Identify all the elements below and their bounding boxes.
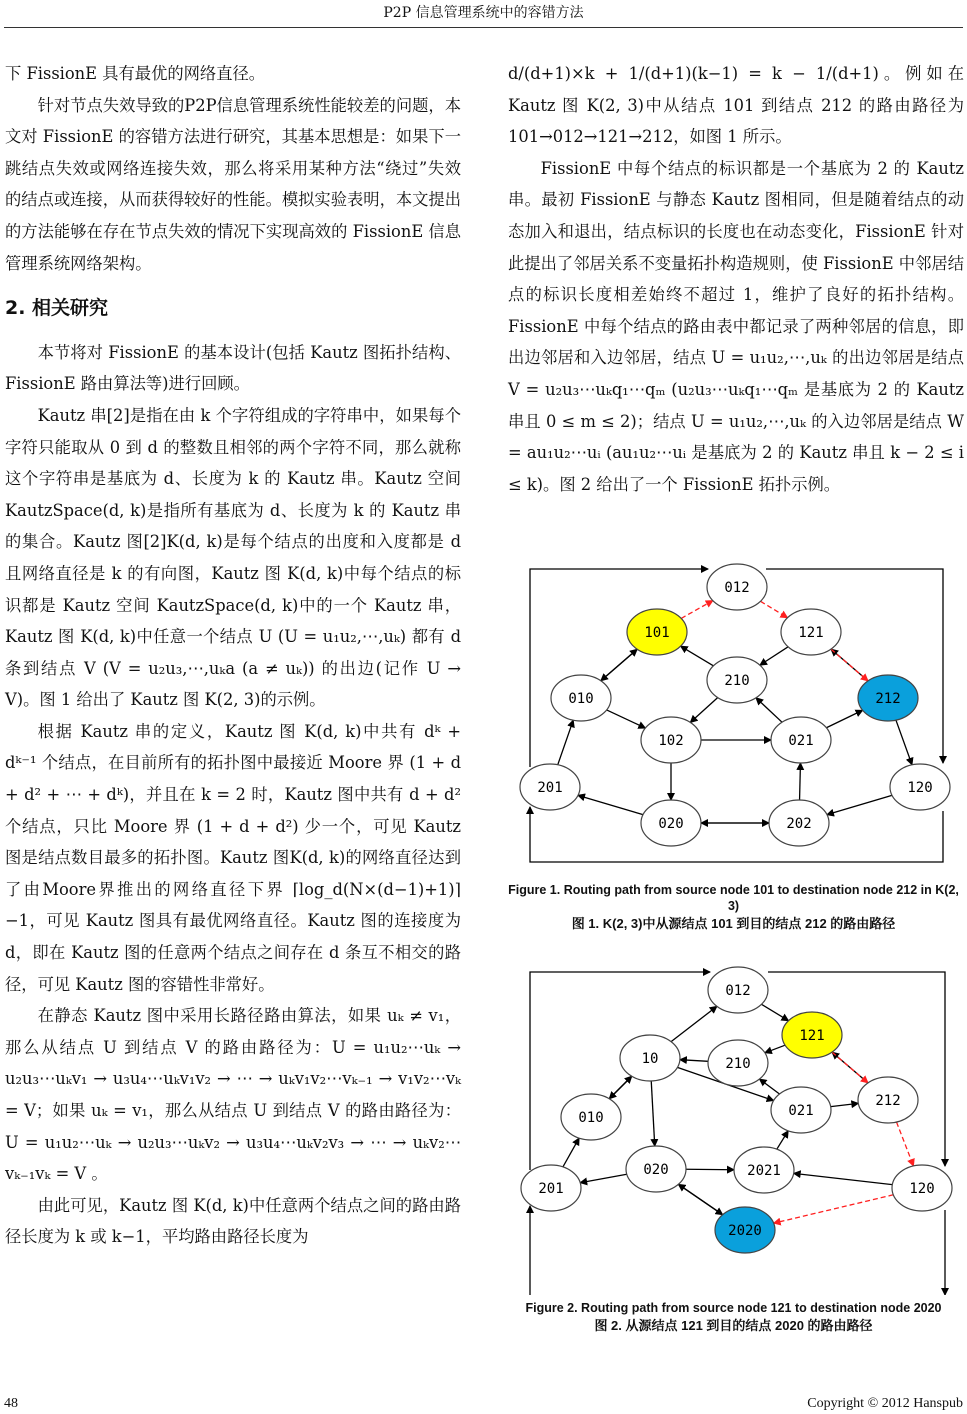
graph-edge [768, 972, 945, 1166]
paragraph: 在静态 Kautz 图中采用长路径路由算法，如果 uₖ ≠ v₁，那么从结点 U 到结点 V 的路由路径为：U = u₁u₂⋯uₖ → u₂u₃⋯uₖv₁ → u₃u₄⋯uₖv₁v₂ → ⋯ → uₖv₁v₂⋯vₖ₋₁ → v₁v₂⋯vₖ = V；如果 uₖ = v₁，那么从结点 U 到结点 V 的路由路径为：U = u₁u₂⋯uₖ → u₂u₃⋯uₖv₂ → u₃u₄⋯uₖv₂v₃ → ⋯ → uₖv₂⋯vₖ₋₁vₖ = V 。 [5, 1006, 461, 1184]
graph-edge [671, 1006, 717, 1041]
graph-edge [609, 1076, 631, 1098]
graph-edge [680, 1060, 708, 1062]
graph-edge [762, 1004, 789, 1020]
node-label: 201 [537, 780, 563, 796]
node-label: 2021 [747, 1163, 781, 1179]
routing-path-edge [897, 1122, 914, 1166]
routing-path-edge [681, 601, 713, 619]
node-label: 202 [786, 816, 812, 832]
node-label: 010 [578, 1110, 604, 1126]
paragraph: 下 FissionE 具有最优的网络直径。 [5, 64, 266, 83]
graph-edge [760, 647, 788, 665]
paragraph: Kautz 串[2]是指在由 k 个字符组成的字符串中，如果每个字符只能取从 0 到 d 的整数且相邻的两个字符不同，那么就称这个字符串是基底为 d、长度为 k 的 Kautz 串。Kautz 空间 KautzSpace(d, k)是指所有基底为 d、长度为 k 的 Kautz 串的集合。Kautz 图[2]K(d, k)是每个结点的出度和入度都是 d 且网络直径是 k 的有向图，Kautz 图 K(d, k)中每个结点的标识都是 Kautz 空间 KautzSpace(d, k)中的一个 Kautz 串，Kautz 图 K(d, k)中任意一个结点 U (U = u₁u₂,⋯,uₖ) 都有 d 条到结点 V (V = u₂u₃,⋯,uₖa (a ≠ uₖ)) 的出边(记作 U → V)。图 1 给出了 Kautz 图 K(2, 3)的示例。 [5, 405, 461, 710]
graph-node [707, 657, 767, 703]
node-label: 121 [798, 625, 824, 641]
graph-edge [831, 1103, 859, 1106]
graph-edge [826, 710, 862, 727]
graph-node [715, 1207, 775, 1253]
graph-edge [765, 1045, 785, 1053]
copyright: Copyright © 2012 Hanspub [807, 1396, 963, 1411]
node-label: 012 [724, 580, 750, 596]
graph-node [771, 1087, 831, 1133]
node-label: 012 [725, 983, 751, 999]
graph-edge [607, 710, 646, 728]
graph-node [627, 609, 687, 655]
graph-node [771, 717, 831, 763]
node-label: 201 [538, 1181, 564, 1197]
graph-node [620, 1035, 680, 1081]
node-label: 120 [907, 780, 933, 796]
graph-edge [756, 698, 782, 722]
node-label: 102 [658, 733, 684, 749]
paragraph: 根据 Kautz 串的定义，Kautz 图 K(d, k)中共有 dᵏ + dᵏ⁻¹ 个结点，在目前所有的拓扑图中最接近 Moore 界 (1 + d + d² + ⋯ + dᵏ)，并且在 k = 2 时，Kautz 图中共有 d + d² 个结点，只比 Moore 界 (1 + d + d²) 少一个，可见 Kautz 图是结点数目最多的拓扑图。Kautz 图K(d, k)的网络直径达到了由Moore界推出的网络直径下界 ⌈log_d(N×(d−1)+1)⌉−1，可见 Kautz 图具有最优网络直径。Kautz 图的连接度为 d，即在 Kautz 图的任意两个结点之间存在 d 条互不相交的路径，可见 Kautz 图的容错性非常好。 [5, 721, 461, 994]
graph-node [707, 564, 767, 610]
node-label: 212 [875, 691, 901, 707]
graph-edge [794, 1173, 893, 1184]
routing-path-edge [761, 601, 788, 617]
graph-edge [651, 1081, 655, 1146]
node-label: 021 [788, 733, 814, 749]
graph-edge [760, 1079, 780, 1094]
node-label: 210 [724, 673, 750, 689]
graph-node [890, 764, 950, 810]
figure-2-caption [505, 1300, 962, 1334]
caption-en: Figure 2. Routing path from source node 121 to destination node 2020 [525, 1301, 942, 1315]
figure-1-kautz-graph [500, 555, 967, 875]
right-column [508, 58, 964, 500]
paragraph: FissionE 中每个结点的标识都是一个基底为 2 的 Kautz 串。最初 FissionE 与静态 Kautz 图相同，但是随着结点的动态加入和退出，结点标识的长度也在动态变化，FissionE 针对此提出了邻居关系不变量拓扑构造规则，使 FissionE 中邻居结点的标识长度相差始终不超过 1，维护了良好的拓扑结构。FissionE 中每个结点的路由表中都记录了两种邻居的信息，即出边邻居和入边邻居，结点 U = u₁u₂,⋯,uₖ 的出边邻居是结点 V = u₂u₃⋯uₖq₁⋯qₘ (u₂u₃⋯uₖq₁⋯qₘ 是基底为 2 的 Kautz 串且 0 ≤ m ≤ 2)；结点 U = u₁u₂,⋯,uₖ 的入边邻居是结点 W = au₁u₂⋯uᵢ (au₁u₂⋯uᵢ 是基底为 2 的 Kautz 串且 k − 2 ≤ i ≤ k)。图 2 给出了一个 FissionE 拓扑示例。 [508, 158, 964, 494]
graph-edge [530, 972, 710, 1170]
figure-2-fissione-topology [500, 960, 967, 1295]
graph-node [641, 800, 701, 846]
graph-node [782, 1012, 842, 1058]
graph-node [858, 1077, 918, 1123]
section-heading: 2. 相关研究 [5, 297, 109, 320]
header-rule [4, 27, 963, 28]
paragraph: 本节将对 FissionE 的基本设计(包括 Kautz 图拓扑结构、FissionE 路由算法等)进行回顾。 [5, 342, 461, 394]
running-header: P2P 信息管理系统中的容错方法 [383, 5, 584, 21]
graph-edge [690, 698, 717, 723]
paragraph: 由此可见，Kautz 图 K(d, k)中任意两个结点之间的路由路径长度为 k 或 k−1，平均路由路径长度为 [5, 1195, 461, 1247]
graph-edge [827, 795, 892, 814]
graph-edge [777, 1131, 788, 1149]
node-label: 210 [725, 1056, 751, 1072]
graph-node [520, 764, 580, 810]
node-label: 10 [641, 1051, 659, 1067]
node-label: 010 [568, 691, 594, 707]
graph-node [781, 609, 841, 655]
paragraph: d/(d+1)×k + 1/(d+1)(k−1) = k − 1/(d+1)。例如在 Kautz 图 K(2, 3)中从结点 101 到结点 212 的路由路径为 101→012→121→212，如图 1 所示。 [508, 64, 964, 147]
graph-node [626, 1146, 686, 1192]
graph-node [858, 675, 918, 721]
left-column [5, 58, 461, 1253]
graph-node [708, 1040, 768, 1086]
graph-edge [601, 649, 637, 681]
node-label: 212 [875, 1093, 901, 1109]
node-label: 120 [909, 1181, 935, 1197]
graph-node [561, 1094, 621, 1140]
graph-edge [678, 1184, 722, 1214]
graph-edge [681, 646, 714, 666]
figure-1-caption [505, 882, 962, 932]
node-label: 020 [658, 816, 684, 832]
graph-node [521, 1165, 581, 1211]
graph-node [708, 967, 768, 1013]
caption-zh: 图 2. 从源结点 121 到目的结点 2020 的路由路径 [594, 1318, 873, 1333]
graph-edge [530, 807, 943, 862]
node-label: 101 [644, 625, 670, 641]
graph-edge [578, 795, 643, 814]
graph-edge [800, 763, 801, 800]
graph-edge [580, 1174, 627, 1182]
graph-edge [563, 1138, 579, 1167]
graph-edge [558, 720, 574, 765]
graph-node [769, 800, 829, 846]
routing-path-edge [774, 1195, 894, 1223]
graph-node [551, 675, 611, 721]
node-label: 021 [788, 1103, 814, 1119]
node-label: 020 [643, 1162, 669, 1178]
node-label: 2020 [728, 1223, 762, 1239]
node-label: 121 [799, 1028, 825, 1044]
caption-en: Figure 1. Routing path from source node 101 to destination node 212 in K(2, 3) [508, 883, 959, 913]
graph-edge [896, 720, 912, 765]
page-number: 48 [4, 1396, 18, 1411]
paragraph: 针对节点失效导致的P2P信息管理系统性能较差的问题，本文对 FissionE 的容错方法进行研究，其基本思想是：如果下一跳结点失效或网络连接失效，那么将采用某种方法“绕过”失效的结点或连接，从而获得较好的性能。模拟实验表明，本文提出的方法能够在存在节点失效的情况下实现高效的 FissionE 信息管理系统网络架构。 [5, 95, 461, 273]
caption-zh: 图 1. K(2, 3)中从源结点 101 到目的结点 212 的路由路径 [571, 916, 896, 931]
graph-node [641, 717, 701, 763]
graph-node [892, 1165, 952, 1211]
graph-node [734, 1147, 794, 1193]
